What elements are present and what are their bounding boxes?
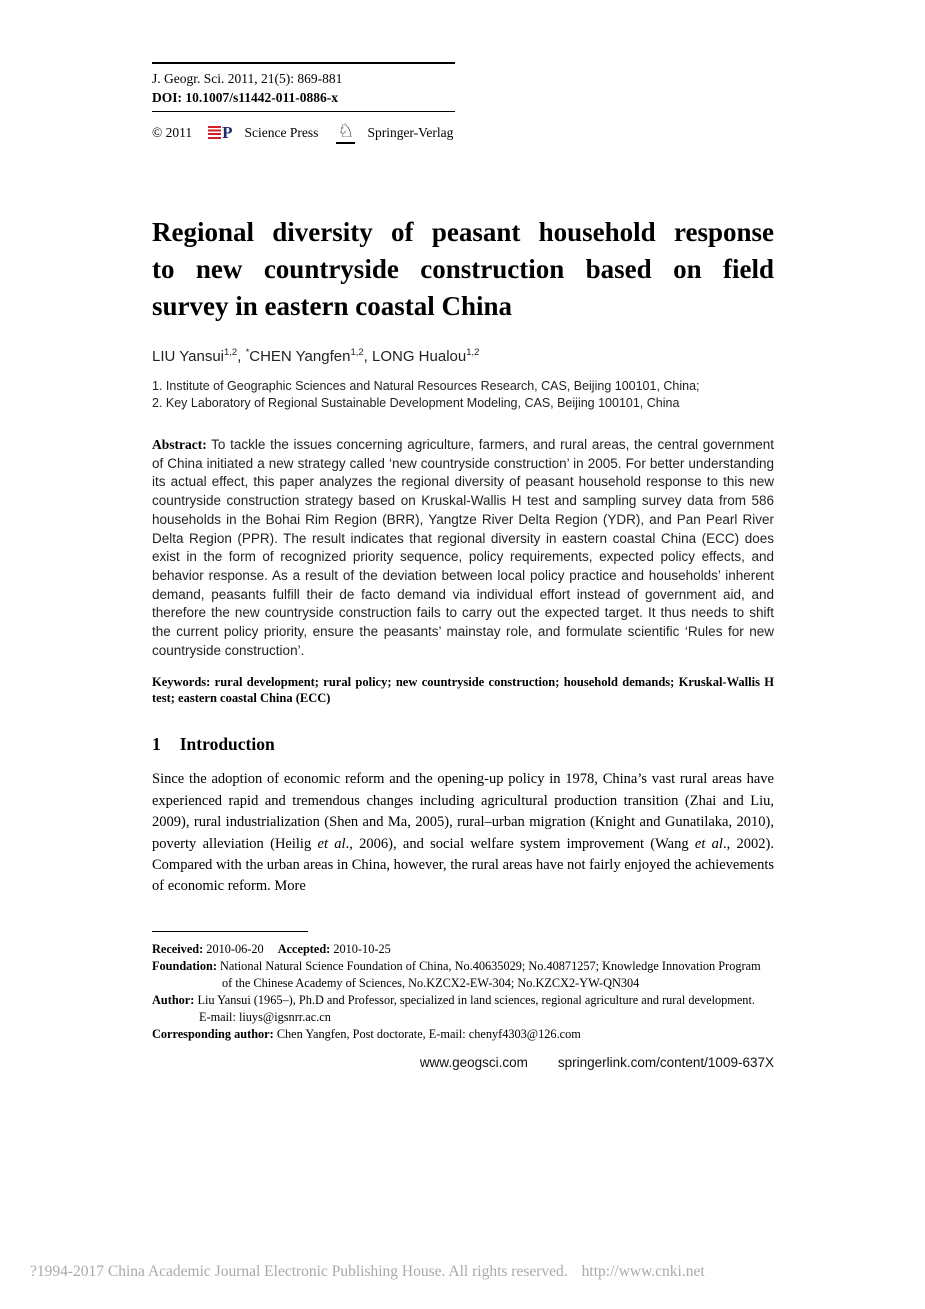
- doi: DOI: 10.1007/s11442-011-0886-x: [152, 90, 339, 105]
- science-press-logo-icon: [208, 123, 233, 142]
- author-2-affil-sup: 1,2: [350, 347, 364, 358]
- footnote-received: [152, 941, 774, 958]
- title-line-2: to new countryside construction based on field: [152, 254, 774, 284]
- content-column: [152, 0, 774, 1070]
- springerlink-url: springerlink.com/content/1009-637X: [557, 1054, 774, 1070]
- cnki-copyright-text: ?1994-2017 China Academic Journal Electronic Publishing House. All rights reserved.: [30, 1263, 568, 1280]
- corresponding-author-text: Chen Yangfen, Post doctorate, E-mail: chenyf4303@126.com: [276, 1026, 581, 1041]
- journal-header: [152, 62, 774, 144]
- cnki-copyright-bar: [30, 1263, 705, 1281]
- author-1-affil-sup: 1,2: [224, 347, 238, 358]
- abstract-text: To tackle the issues concerning agriculture, farmers, and rural areas, the central government of China initiated a new strategy called ‘new countryside construction’ in 2005. For better understanding its actual effect, this paper analyzes the regional diversity of peasant household response to this new countryside construction strategy based on Kruskal-Wallis H test and sampling survey data from 586 households in the Bohai Rim Region (BRR), Yangtze River Delta Region (YDR), and Pan Pearl River Delta Region (PPR). The result indicates that regional diversity in eastern coastal China (ECC) does exist in the form of recognized priority sequence, policy requirements, expected policy effects, and behavior response. As a result of the deviation between local policy practice and households’ inherent demand, peasants fulfill their de facto demand via individual effort instead of government aid, and therefore the new countryside construction fails to carry out the expected target. It thus needs to shift the current policy priority, ensure the peasants’ mainstay role, and formulate scientific ‘Rules for new countryside construction’.: [152, 437, 774, 658]
- abstract-paragraph: [152, 436, 774, 660]
- section-heading: [152, 734, 774, 755]
- header-top-rule: [152, 62, 455, 64]
- cnki-url: http://www.cnki.net: [581, 1263, 705, 1280]
- et-al-italic: et al: [694, 835, 723, 852]
- intro-seg-2: ., 2006), and social welfare system improvement (Wang: [345, 835, 695, 852]
- author-2: CHEN Yangfen: [249, 348, 351, 365]
- intro-seg-1: Since the adoption of economic reform and the opening-up policy in 1978, China’s vast rural areas have experienced rapid and tremendous changes including agricultural production transition (Zhai and Liu, 2009), rural industrialization (Shen and Ma, 2005), rural–urban migration (Knight and Gunatilaka, 2010), poverty alleviation (Heilig: [152, 771, 774, 852]
- received-label: Received:: [152, 941, 204, 956]
- author-1: LIU Yansui: [152, 348, 224, 365]
- springer-name: Springer-Verlag: [367, 125, 454, 140]
- footnote-block: [152, 931, 774, 1043]
- author-list: [152, 348, 774, 365]
- author-bio-text: Liu Yansui (1965–), Ph.D and Professor, specialized in land sciences, regional agriculture and rural development.: [197, 992, 755, 1007]
- author-label: Author:: [152, 992, 195, 1007]
- copyright-year: © 2011: [152, 125, 193, 140]
- footnote-foundation-line2: of the Chinese Academy of Sciences, No.KZCX2-EW-304; No.KZCX2-YW-QN304: [222, 975, 640, 990]
- foundation-label: Foundation:: [152, 958, 217, 973]
- title-line-3: survey in eastern coastal China: [152, 291, 512, 321]
- section-title: Introduction: [179, 733, 275, 754]
- corresponding-star: *: [245, 347, 250, 358]
- science-press-p-glyph: P: [222, 123, 233, 142]
- introduction-paragraph: [152, 769, 774, 897]
- abstract-label: Abstract:: [152, 437, 207, 452]
- affiliation-2: 2. Key Laboratory of Regional Sustainable Development Modeling, CAS, Beijing 100101, China: [152, 395, 680, 410]
- footnote-rule: [152, 931, 308, 932]
- author-3-affil-sup: 1,2: [466, 347, 480, 358]
- accepted-label: Accepted:: [277, 941, 331, 956]
- header-bottom-rule: [152, 111, 455, 112]
- publisher-row: [152, 122, 774, 144]
- journal-footer-links: [152, 1055, 774, 1070]
- author-3: LONG Hualou: [372, 348, 467, 365]
- geogsci-url: www.geogsci.com: [419, 1054, 528, 1070]
- affiliation-1: 1. Institute of Geographic Sciences and Natural Resources Research, CAS, Beijing 100101, China;: [152, 379, 700, 393]
- intro-seg-3: ., 2002). Compared with the urban areas in China, however, the rural areas have not fairly enjoyed the achievements of economic reform. More: [152, 835, 774, 895]
- author-separator: ,: [363, 348, 372, 365]
- corresponding-author-label: Corresponding author:: [152, 1026, 274, 1041]
- author-separator: ,: [237, 348, 246, 365]
- et-al-italic: et al: [317, 835, 346, 852]
- footnote-author-email: E-mail: liuys@igsnrr.ac.cn: [199, 1009, 331, 1024]
- title-line-1: Regional diversity of peasant household response: [152, 217, 774, 247]
- section-number: 1: [152, 733, 161, 754]
- accepted-value: 2010-10-25: [333, 941, 391, 956]
- foundation-text: National Natural Science Foundation of China, No.40635029; No.40871257; Knowledge Innovation Program: [220, 958, 761, 973]
- paper-title: [152, 214, 774, 325]
- footnote-corresponding: [152, 1026, 774, 1043]
- keywords-line: Keywords: rural development; rural policy; new countryside construction; household demands; Kruskal-Wallis H test; eastern coastal China (ECC): [152, 674, 774, 705]
- journal-reference: J. Geogr. Sci. 2011, 21(5): 869-881: [152, 71, 343, 86]
- science-press-name: Science Press: [244, 125, 319, 140]
- affiliations: [152, 378, 774, 411]
- footnote-author: [152, 992, 774, 1009]
- springer-horse-icon: ♘: [337, 121, 355, 142]
- received-value: 2010-06-20: [206, 941, 264, 956]
- footnote-foundation: [152, 958, 774, 975]
- science-press-stripes-icon: [208, 126, 221, 140]
